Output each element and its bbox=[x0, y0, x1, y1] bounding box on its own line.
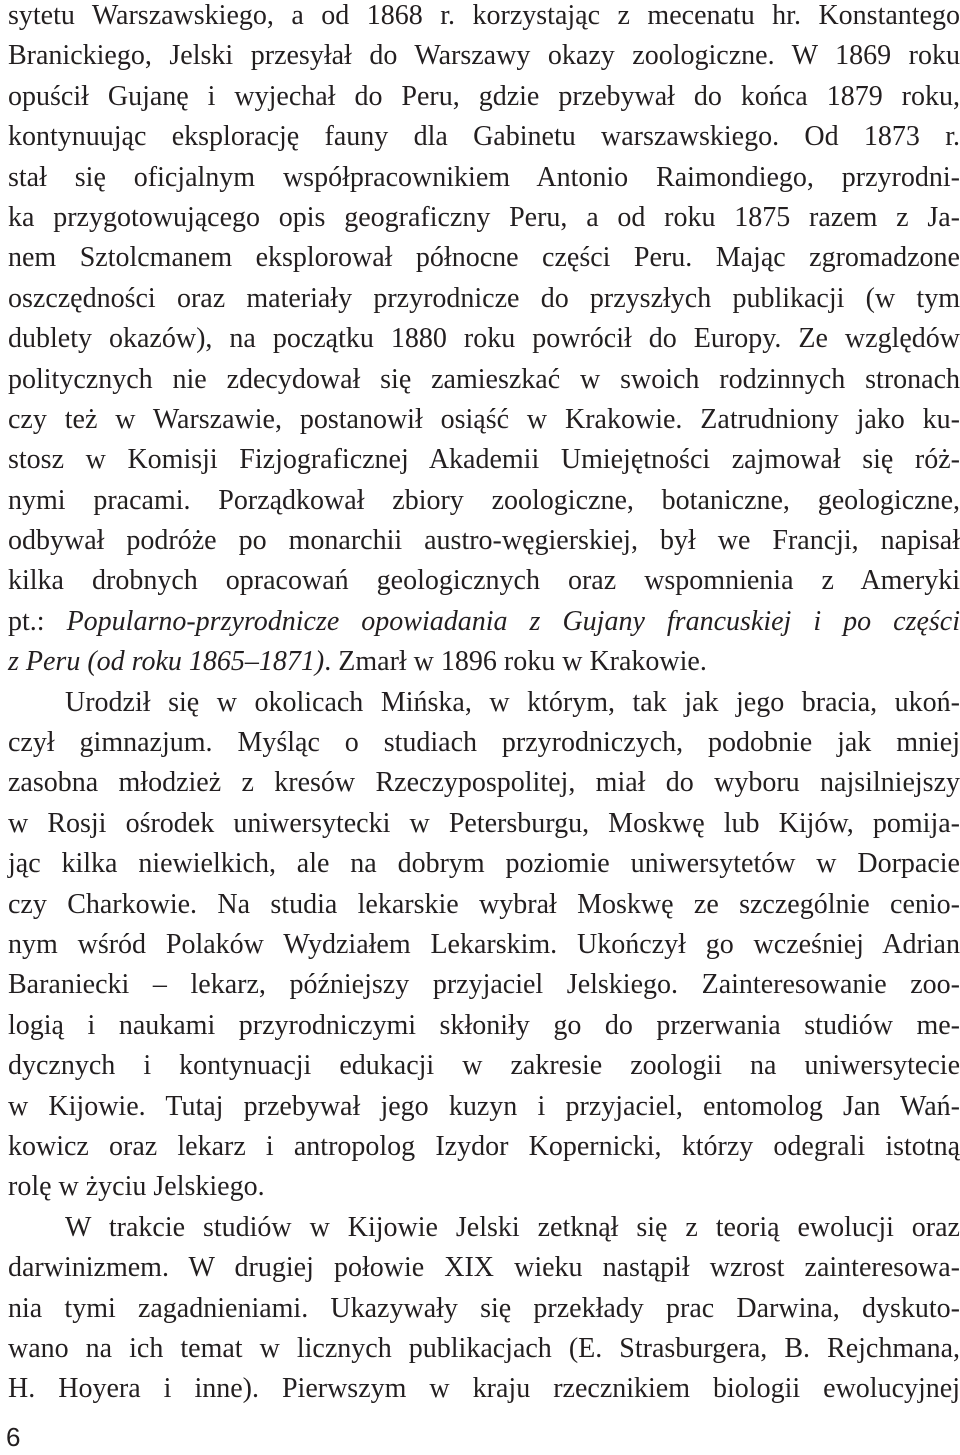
paragraph-1 bbox=[8, 0, 960, 683]
text-line: stał się oficjalnym współpracownikiem Antonio Raimondiego, przyrodni- bbox=[8, 161, 960, 193]
text-line: stosz w Komisji Fizjograficznej Akademii Umiejętności zajmował się róż- bbox=[8, 444, 960, 476]
text-line: logią i naukami przyrodniczymi skłoniły go do przerwania studiów me- bbox=[8, 1009, 960, 1041]
book-title-italic: z Peru (od roku 1865–1871) bbox=[8, 646, 325, 678]
text-line: w Rosji ośrodek uniwersytecki w Petersburgu, Moskwę lub Kijów, pomija- bbox=[8, 807, 960, 839]
text-line: nia tymi zagadnieniami. Ukazywały się przekłady prac Darwina, dyskuto- bbox=[8, 1292, 960, 1324]
page-number: 6 bbox=[6, 1422, 21, 1452]
text-line: Baraniecki – lekarz, późniejszy przyjaciel Jelskiego. Zainteresowanie zoo- bbox=[8, 969, 960, 1001]
text-line bbox=[8, 602, 960, 642]
text-line: odbywał podróże po monarchii austro-węgierskiej, był we Francji, napisał bbox=[8, 525, 960, 557]
text-line: sytetu Warszawskiego, a od 1868 r. korzystając z mecenatu hr. Konstantego bbox=[8, 0, 960, 31]
text-line: Urodził się w okolicach Mińska, w którym, tak jak jego bracia, ukoń- bbox=[65, 686, 960, 718]
text-line: czy też w Warszawie, postanowił osiąść w Krakowie. Zatrudniony jako ku- bbox=[8, 403, 960, 435]
text-line: jąc kilka niewielkich, ale na dobrym poziomie uniwersytetów w Dorpacie bbox=[8, 848, 960, 880]
text-line: kontynuując eksplorację fauny dla Gabinetu warszawskiego. Od 1873 r. bbox=[8, 121, 960, 153]
text-span: pt.: bbox=[8, 605, 67, 637]
text-line: H. Hoyera i inne). Pierwszym w kraju rzecznikiem biologii ewolucyjnej bbox=[8, 1373, 960, 1405]
text-line: zasobna młodzież z kresów Rzeczypospolitej, miał do wyboru najsilniejszy bbox=[8, 767, 960, 799]
text-line: oszczędności oraz materiały przyrodnicze do przyszłych publikacji (w tym bbox=[8, 282, 960, 314]
text-line: nem Sztolcmanem eksplorował północne części Peru. Mając zgromadzone bbox=[8, 242, 960, 274]
text-span: . Zmarł w 1896 roku w Krakowie. bbox=[324, 646, 707, 678]
text-line: w Kijowie. Tutaj przebywał jego kuzyn i przyjaciel, entomolog Jan Wań- bbox=[8, 1090, 960, 1122]
text-line: czył gimnazjum. Myśląc o studiach przyrodniczych, podobnie jak mniej bbox=[8, 727, 960, 759]
text-line: darwinizmem. W drugiej połowie XIX wieku nastąpił wzrost zainteresowa- bbox=[8, 1252, 960, 1284]
text-line: kowicz oraz lekarz i antropolog Izydor Kopernicki, którzy odegrali istotną bbox=[8, 1130, 960, 1162]
text-line: nymi pracami. Porządkował zbiory zoologiczne, botaniczne, geologiczne, bbox=[8, 484, 960, 516]
paragraph-3 bbox=[8, 1208, 960, 1410]
text-line: wano na ich temat w licznych publikacjach (E. Strasburgera, B. Rejchmana, bbox=[8, 1332, 960, 1364]
text-line: czy Charkowie. Na studia lekarskie wybrał Moskwę ze szczególnie ceniο- bbox=[8, 888, 960, 920]
text-line: opuścił Gujanę i wyjechał do Peru, gdzie przebywał do końca 1879 roku, bbox=[8, 80, 960, 112]
text-line: W trakcie studiów w Kijowie Jelski zetknął się z teorią ewolucji oraz bbox=[65, 1211, 960, 1243]
text-line: ka przygotowującego opis geograficzny Peru, a od roku 1875 razem z Ja- bbox=[8, 201, 960, 233]
text-line: nym wśród Polaków Wydziałem Lekarskim. Ukończył go wcześniej Adrian bbox=[8, 928, 960, 960]
text-line: politycznych nie zdecydował się zamieszkać w swoich rodzinnych stronach bbox=[8, 363, 960, 395]
text-line: dublety okazów), na początku 1880 roku powrócił do Europy. Ze względów bbox=[8, 323, 960, 355]
book-title-italic: Popularno-przyrodnicze opowiadania z Gujany francuskiej i po części bbox=[66, 605, 960, 637]
body-text bbox=[8, 0, 960, 1410]
text-line: Branickiego, Jelski przesyłał do Warszawy okazy zoologiczne. W 1869 roku bbox=[8, 40, 960, 72]
paragraph-2 bbox=[8, 683, 960, 1208]
text-line: kilka drobnych opracowań geologicznych oraz wspomnienia z Ameryki bbox=[8, 565, 960, 597]
text-line bbox=[8, 642, 960, 682]
text-line: dycznych i kontynuacji edukacji w zakresie zoologii na uniwersytecie bbox=[8, 1050, 960, 1082]
text-line: rolę w życiu Jelskiego. bbox=[8, 1171, 265, 1203]
